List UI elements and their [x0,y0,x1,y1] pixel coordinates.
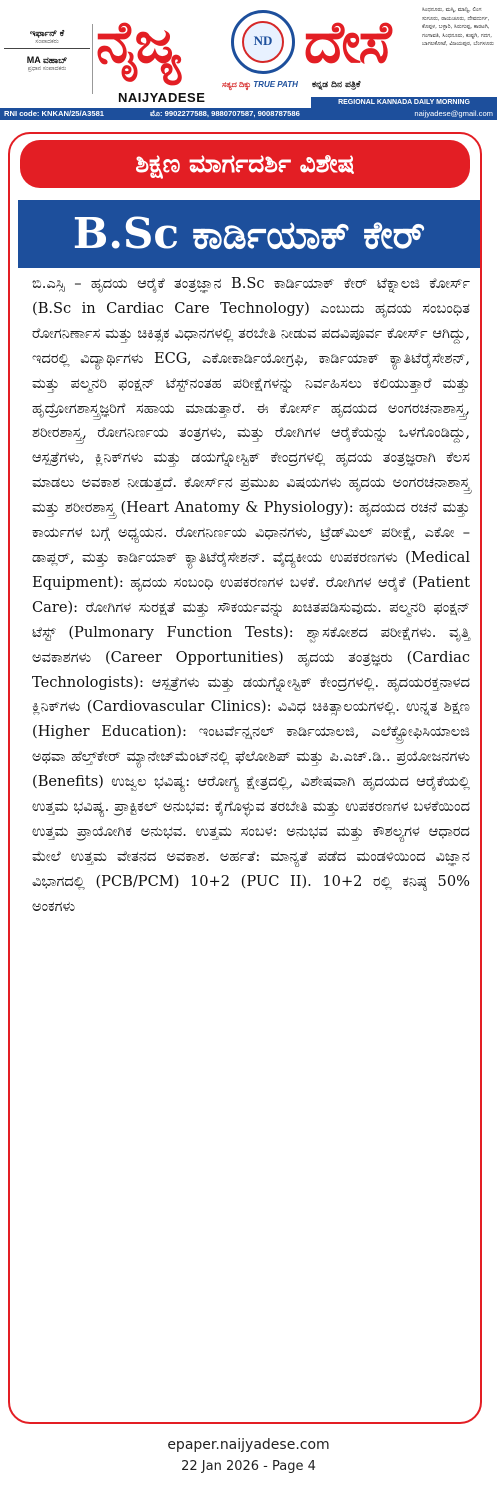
masthead-title-left: ನೈಜ್ಯ [96,8,180,76]
masthead-title-right: ದೇಸೆ [304,8,390,76]
masthead-tagline [222,80,298,90]
article-headline [18,200,480,268]
publisher-block [4,55,90,73]
masthead-latin-left: NAIJYA [118,90,168,105]
tagline-kannada: ಸತ್ಯದ ದಿಕ್ಕು [222,80,252,89]
headline-kannada: ಕಾರ್ಡಿಯಾಕ್ ಕೇರ್ [192,213,426,257]
region-label: REGIONAL KANNADA DAILY MORNING [311,97,497,108]
publisher-name: MA ವಹಾಬ್ [26,55,68,65]
article-body: ಬಿ.ಎಸ್ಸಿ – ಹೃದಯ ಆರೈಕೆ ತಂತ್ರಜ್ಞಾನ B.Sc ಕಾರ್ಡಿಯಾಕ್ ಕೇರ್ ಟೆಕ್ನಾಲಜಿ ಕೋರ್ಸ್ (B.Sc in Cardiac Care Technology) ಎಂಬುದು ಹೃದಯ ಸಂಬಂಧಿತ ರೋಗನಿರ್ಣಾಸ ಮತ್ತು ಚಿಕಿತ್ಸಕ ವಿಧಾನಗಳಲ್ಲಿ ತರಬೇತಿ ನೀಡುವ ಪದವಿಪೂರ್ವ ಕೋರ್ಸ್ ಆಗಿದ್ದು, ಇದರಲ್ಲಿ ವಿದ್ಯಾರ್ಥಿಗಳು ECG, ಎಕೋಕಾರ್ಡಿಯೋಗ್ರಫಿ, ಕಾರ್ಡಿಯಾಕ್ ಕ್ಯಾತಿಟೆರೈಸೇಶನ್, ಮತ್ತು ಪಲ್ಮನರಿ ಫಂಕ್ಷನ್ ಟೆಸ್ಟ್‌ನಂತಹ ಪರೀಕ್ಷೆಗಳನ್ನು ನಿರ್ವಹಿಸಲು ಕಲಿಯುತ್ತಾರೆ ಮತ್ತು ಹೃದ್ರೋಗಶಾಸ್ತ್ರಜ್ಞರಿಗೆ ಸಹಾಯ ಮಾಡುತ್ತಾರೆ. ಈ ಕೋರ್ಸ್ ಹೃದಯದ ಅಂಗರಚನಾಶಾಸ್ತ್ರ, ಶರೀರಶಾಸ್ತ್ರ, ರೋಗನಿರ್ಣಯ ತಂತ್ರಗಳು, ಮತ್ತು ರೋಗಿಗಳ ಆರೈಕೆಯನ್ನು ಒಳಗೊಂಡಿದ್ದು, ಆಸ್ಪತ್ರೆಗಳು, ಕ್ಲಿನಿಕ್‌ಗಳು ಮತ್ತು ಡಯಗ್ನೋಸ್ಟಿಕ್ ಕೇಂದ್ರಗಳಲ್ಲಿ ಹೃದಯ ತಂತ್ರಜ್ಞರಾಗಿ ಕೆಲಸ ಮಾಡಲು ಅವಕಾಶ ನೀಡುತ್ತದೆ. ಕೋರ್ಸ್‌ನ ಪ್ರಮುಖ ವಿಷಯಗಳು ಹೃದಯ ಅಂಗರಚನಾಶಾಸ್ತ್ರ ಮತ್ತು ಶರೀರಶಾಸ್ತ್ರ (Heart Anatomy & Physiology): ಹೃದಯದ ರಚನೆ ಮತ್ತು ಕಾರ್ಯಗಳ ಬಗ್ಗೆ ಅಧ್ಯಯನ. ರೋಗನಿರ್ಣಯ ವಿಧಾನಗಳು, ಟ್ರೆಡ್‌ಮಿಲ್ ಪರೀಕ್ಷೆ, ಎಕೋ – ಡಾಪ್ಲರ್, ಮತ್ತು ಕಾರ್ಡಿಯಾಕ್ ಕ್ಯಾತಿಟೆರೈಸೇಶನ್. ವೈದ್ಯಕೀಯ ಉಪಕರಣಗಳು (Medical Equipment): ಹೃದಯ ಸಂಬಂಧಿ ಉಪಕರಣಗಳ ಬಳಕೆ. ರೋಗಿಗಳ ಆರೈಕೆ (Patient Care): ರೋಗಿಗಳ ಸುರಕ್ಷತೆ ಮತ್ತು ಸೌಕರ್ಯವನ್ನು ಖಚಿತಪಡಿಸುವುದು. ಪಲ್ಮನರಿ ಫಂಕ್ಷನ್ ಟೆಸ್ಟ್ (Pulmonary Function Tests): ಶ್ವಾಸಕೋಶದ ಪರೀಕ್ಷೆಗಳು. ವೃತ್ತಿ ಅವಕಾಶಗಳು (Career Opportunities) ಹೃದಯ ತಂತ್ರಜ್ಞರು (Cardiac Technologists): ಆಸ್ಪತ್ರೆಗಳು ಮತ್ತು ಡಯಗ್ನೋಸ್ಟಿಕ್ ಕೇಂದ್ರಗಳಲ್ಲಿ. ಹೃದಯರಕ್ತನಾಳದ ಕ್ಲಿನಿಕ್‌ಗಳು (Cardiovascular Clinics): ವಿವಿಧ ಚಿಕಿತ್ಸಾಲಯಗಳಲ್ಲಿ. ಉನ್ನತ ಶಿಕ್ಷಣ (Higher Education): ಇಂಟರ್ವೆನ್ಷನಲ್ ಕಾರ್ಡಿಯಾಲಜಿ, ಎಲೆಕ್ಟ್ರೋಫಿಸಿಯಾಲಜಿ ಅಥವಾ ಹೆಲ್ತ್‌ಕೇರ್ ಮ್ಯಾನೇಜ್‌ಮೆಂಟ್‌ನಲ್ಲಿ ಫೆಲೋಶಿಪ್ ಮತ್ತು ಪಿ.ಎಚ್.ಡಿ.. ಪ್ರಯೋಜನಗಳು (Benefits) ಉಜ್ವಲ ಭವಿಷ್ಯ: ಆರೋಗ್ಯ ಕ್ಷೇತ್ರದಲ್ಲಿ, ವಿಶೇಷವಾಗಿ ಹೃದಯದ ಆರೈಕೆಯಲ್ಲಿ ಉತ್ತಮ ಭವಿಷ್ಯ. ಪ್ರಾಕ್ಟಿಕಲ್ ಅನುಭವ: ಕೈಗೊಳ್ಳುವ ತರಬೇತಿ ಮತ್ತು ಉಪಕರಣಗಳ ಬಳಕೆಯಿಂದ ಉತ್ತಮ ಪ್ರಾಯೋಗಿಕ ಅನುಭವ. ಉತ್ತಮ ಸಂಬಳ: ಅನುಭವ ಮತ್ತು ಕೌಶಲ್ಯಗಳ ಆಧಾರದ ಮೇಲೆ ಉತ್ತಮ ವೇತನದ ಅವಕಾಶ. ಅರ್ಹತೆ: ಮಾನ್ಯತೆ ಪಡೆದ ಮಂಡಳಿಯಿಂದ ವಿಜ್ಞಾನ ವಿಭಾಗದಲ್ಲಿ (PCB/PCM) 10+2 (PUC II). 10+2 ರಲ್ಲಿ ಕನಿಷ್ಠ 50% ಅಂಕಗಳು [32,275,471,915]
rni-code: RNI code: KNKAN/25/A3581 [4,109,105,118]
contact-email[interactable]: naijyadese@gmail.com [414,109,493,118]
masthead [0,0,497,108]
footer-date-page: 22 Jan 2026 - Page 4 [181,1459,316,1474]
editor-credits [4,28,90,73]
page-footer [0,1434,497,1478]
newspaper-logo-icon [231,10,295,74]
headline-latin: B.Sc [72,209,179,258]
editor-block [4,28,90,49]
section-banner: ಶಿಕ್ಷಣ ಮಾರ್ಗದರ್ಶಿ ವಿಶೇಷ [20,140,470,188]
logo-text: ND [253,33,273,48]
publisher-role: ಪ್ರಧಾನ ಸಂಪಾದಕರು [27,66,67,72]
editor-name: ಇರ್ಫಾನ್ ಕೆ [29,28,65,38]
phone-numbers: ಮೊ: 9902277588, 9880707587, 9008787586 [150,109,300,118]
logo-emblem [242,21,284,63]
masthead-latin-right: DESE [168,90,206,105]
edition-places: ಸಿಂಧನೂರು, ಮಸ್ಕಿ, ಮಾನ್ವಿ, ಲಿಂಗಸುಗೂರು, ರಾಯಚೂರು, ದೇವದುರ್ಗ, ಕೊಪ್ಪಳ, ಬಳ್ಳಾರಿ, ಸಿರುಗುಪ್ಪ, ಕಾರಟಗಿ, ಗಂಗಾವತಿ, ಸಿಂಧನೂರು, ಕುಷ್ಟಗಿ, ಗದಗ, ಬಾಗಲಕೋಟೆ, ವಿಜಯಪುರ, ಬೆಂಗಳೂರು [422,7,494,48]
editor-role: ಸಂಪಾದಕರು [35,39,59,45]
footer-site[interactable]: epaper.naijyadese.com [167,1437,330,1453]
masthead-divider [92,24,93,94]
info-strip [0,108,497,120]
tagline-english: TRUE PATH [253,80,298,89]
masthead-subtitle: ಕನ್ನಡ ದಿನ ಪತ್ರಿಕೆ [312,80,361,90]
